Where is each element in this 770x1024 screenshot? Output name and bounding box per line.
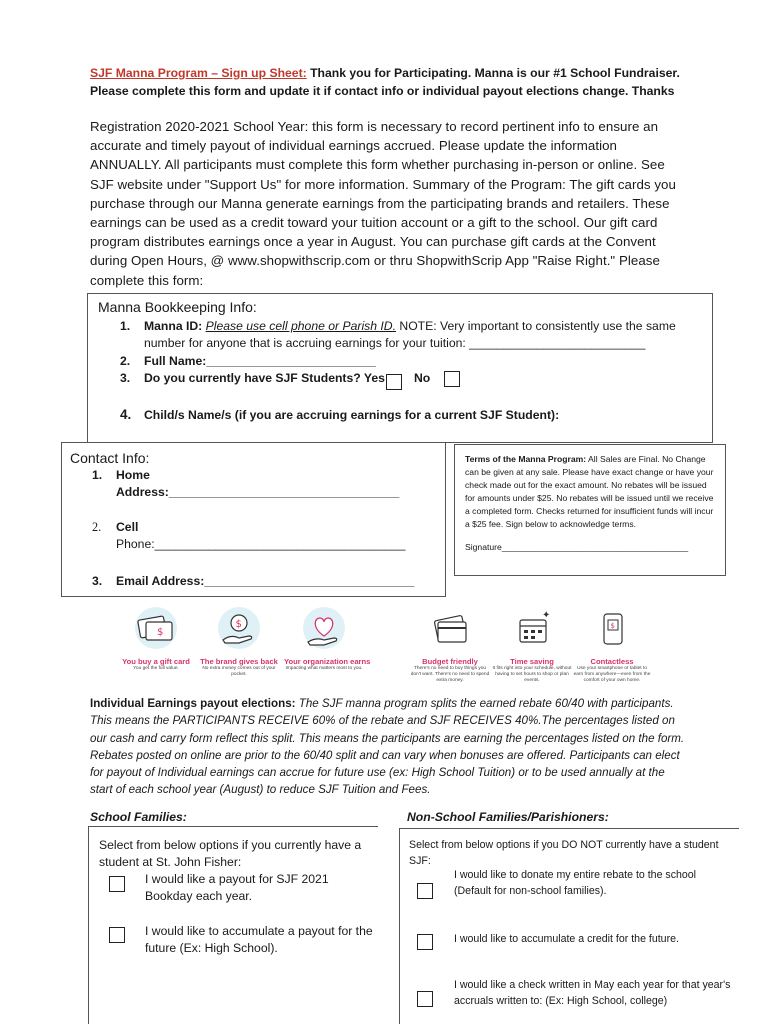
non-school-option-2-label: I would like to accumulate a credit for the future. <box>454 933 679 945</box>
cell-phone-field[interactable]: Phone:_____________________________________ <box>116 537 406 551</box>
item-number: 2. <box>92 520 102 534</box>
form-header <box>90 64 730 100</box>
contact-section-title: Contact Info: <box>70 450 150 466</box>
benefit-caption: Contactless <box>590 657 634 666</box>
school-families-section <box>88 826 378 1024</box>
payout-elections-paragraph <box>90 695 690 799</box>
school-families-title: School Families: <box>90 810 187 824</box>
non-school-option-1-label: I would like to donate my entire rebate to the school (Default for non-school families). <box>454 869 697 897</box>
full-name-item <box>120 353 376 370</box>
benefit-contactless <box>572 606 652 684</box>
cell-label: Cell <box>116 520 139 534</box>
terms-text <box>465 453 715 531</box>
signature-field[interactable]: Signature_______________________________________ <box>465 542 689 552</box>
money-hand-icon <box>209 606 269 652</box>
cards-icon <box>420 606 480 652</box>
benefit-caption: The brand gives back <box>200 657 278 666</box>
home-address-item <box>92 467 442 501</box>
home-label: Home <box>116 468 150 482</box>
benefit-subtext: There's no need to buy things you don't want. There's no need to spend extra money. <box>410 666 490 683</box>
heart-hand-icon <box>294 606 354 652</box>
intro-paragraph: Registration 2020-2021 School Year: this form is necessary to record pertinent info to ensure an accurate and timely payout of individual earnings accrued. Please update the information ANNUALLY. All participants must complete this form whether purchasing in-person or online. See SJF website under "Support Us" for more information. Summary of the Program: The gift cards you purchase through our Manna generate earnings from the participating brands and retailers. These earnings can be used as a credit toward your tuition account or a gift to the school. Our gift card program distributes earnings once a year in August. You can purchase gift cards at the Convent during Open Hours, @ www.shopwithscrip.com or thru ShopwithScrip App "Raise Right." Please complete this form: <box>90 119 676 288</box>
child-names-field[interactable]: Child/s Name/s (if you are accruing earnings for a current SJF Student): <box>144 408 560 422</box>
gift-card-icon <box>126 606 186 652</box>
manna-bookkeeping-section <box>87 293 713 443</box>
home-address-field[interactable]: Address:__________________________________ <box>116 485 400 499</box>
benefit-gift-card <box>118 606 194 672</box>
manna-id-hint: Please use cell phone or Parish ID. <box>205 319 396 333</box>
non-school-option-3-checkbox[interactable] <box>417 991 433 1007</box>
school-option-1-label: I would like a payout for SJF 2021 Bookday each year. <box>145 872 329 903</box>
non-school-option-3-label: I would like a check written in May each year for that year's accruals written to: (Ex: High School, college) <box>454 979 731 1007</box>
non-school-families-title: Non-School Families/Parishioners: <box>407 810 609 824</box>
benefit-subtext: You get the full value. <box>133 666 179 671</box>
non-school-intro: Select from below options if you DO NOT currently have a student SJF: <box>409 839 719 867</box>
item-number: 1. <box>120 319 131 333</box>
item-number: 3. <box>92 574 103 588</box>
manna-id-item <box>120 318 700 352</box>
benefit-budget-friendly <box>410 606 490 684</box>
email-field[interactable]: Email Address:_______________________________ <box>116 574 415 588</box>
child-names-item <box>120 406 559 424</box>
header-line-2: Please complete this form and update it if contact info or individual payout elections change. Thanks <box>90 84 675 98</box>
benefit-caption: You buy a gift card <box>122 657 190 666</box>
item-number: 4. <box>120 407 132 422</box>
item-number: 2. <box>120 354 131 368</box>
manna-section-title: Manna Bookkeeping Info: <box>98 299 257 315</box>
benefits-strip <box>118 606 678 690</box>
payout-body: The SJF manna program splits the earned rebate 60/40 with participants. This means the PARTICIPANTS RECEIVE 60% of the rebate and SJF RECEIVES 40%.The percentages listed on our cash and carry form reflect this split. This means the participants are earning the percentages listed on the form. Rebates posted on online are prior to the 60/40 split and can vary when bonuses are offered. Participants can elect for payout of Individual earnings can accrue for future use (ex: High School Tuition) or to be used annually at the start of each school year (August) to reduce SJF Tuition and Fees. <box>90 697 685 797</box>
non-school-families-section <box>399 828 739 1024</box>
calendar-icon <box>502 606 562 652</box>
benefit-organization-earns <box>284 606 371 672</box>
phone-icon <box>582 606 642 652</box>
benefit-caption: Budget friendly <box>422 657 478 666</box>
school-option-1-checkbox[interactable] <box>109 876 125 892</box>
form-title: SJF Manna Program – Sign up Sheet: <box>90 66 307 80</box>
benefit-subtext: Use your smartphone or tablet to earn from anywhere—even from the comfort of your own home. <box>573 666 651 683</box>
no-checkbox[interactable] <box>444 371 460 387</box>
payout-title: Individual Earnings payout elections: <box>90 697 296 710</box>
terms-body: All Sales are Final. No Change can be given at any sale. Please have exact change or have your check made out for the exact amount. No rebates will be issued for amounts under $25. No rebates will be issued until we receive a completed form. Checks returned for insufficient funds will incur a $25 fee. Sign below to acknowledge terms. <box>465 454 714 529</box>
sjf-students-question: Do you currently have SJF Students? Yes <box>144 371 385 385</box>
benefit-time-saving <box>492 606 572 684</box>
non-school-option-1-checkbox[interactable] <box>417 883 433 899</box>
header-thanks: Thank you for Participating. Manna is our #1 School Fundraiser. <box>306 66 680 80</box>
sjf-students-item <box>120 370 385 387</box>
email-item <box>92 573 414 590</box>
school-intro: Select from below options if you currently have a student at St. John Fisher: <box>99 838 362 869</box>
manna-id-label: Manna ID: <box>144 319 203 333</box>
benefit-caption: Your organization earns <box>284 657 371 666</box>
benefit-brand-gives-back <box>200 606 278 678</box>
header-line-1 <box>90 64 730 82</box>
benefit-subtext: It fits right into your schedule, without having to set hours to shop or plan events. <box>492 666 572 683</box>
terms-title: Terms of the Manna Program: <box>465 454 587 464</box>
benefit-subtext: Impacting what matters most to you. <box>285 666 363 671</box>
svg-text:$: $ <box>157 627 164 638</box>
full-name-field[interactable]: Full Name:_________________________ <box>144 354 376 368</box>
terms-section <box>454 444 726 576</box>
manna-id-note: NOTE: Very important to consistently use the same <box>396 319 676 333</box>
contact-info-section <box>61 442 446 597</box>
benefit-subtext: No extra money comes out of your pocket. <box>202 666 276 677</box>
yes-checkbox[interactable] <box>386 374 402 390</box>
item-number: 3. <box>120 371 131 385</box>
school-option-2-checkbox[interactable] <box>109 927 125 943</box>
school-option-2-label: I would like to accumulate a payout for the future (Ex: High School). <box>145 924 373 955</box>
cell-phone-item <box>92 519 442 553</box>
svg-text:$: $ <box>610 622 615 630</box>
item-number: 1. <box>92 468 103 482</box>
manna-id-field[interactable]: number for anyone that is accruing earnings for your tuition: __________________________ <box>144 336 646 350</box>
benefit-caption: Time saving <box>510 657 554 666</box>
svg-text:$: $ <box>235 619 242 630</box>
non-school-option-2-checkbox[interactable] <box>417 934 433 950</box>
svg-text:✦: ✦ <box>542 610 551 621</box>
no-label: No <box>414 371 431 385</box>
